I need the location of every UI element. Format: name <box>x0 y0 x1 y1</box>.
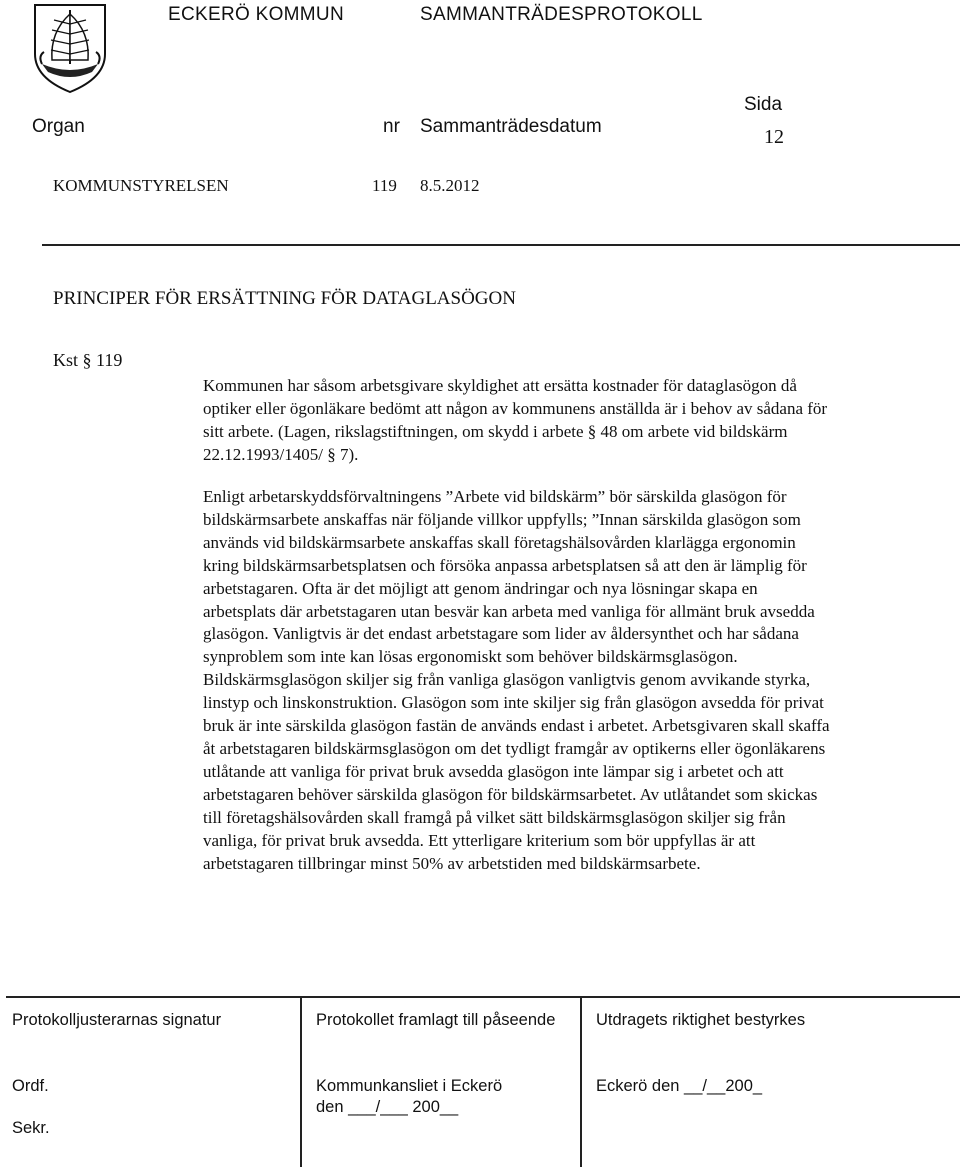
chair-signature-label: Ordf. <box>12 1077 49 1095</box>
presented-heading: Protokollet framlagt till påseende <box>316 1011 556 1029</box>
office-name: Kommunkansliet i Eckerö <box>316 1077 503 1095</box>
page-title: PRINCIPER FÖR ERSÄTTNING FÖR DATAGLASÖGON <box>53 288 516 309</box>
meeting-date-value: 8.5.2012 <box>420 176 480 195</box>
footer-column-divider <box>300 997 302 1167</box>
header-divider <box>42 244 960 246</box>
intro-paragraph: Kommunen har såsom arbetsgivare skyldighet att ersätta kostnader för dataglasögon då optiker eller ögonläkare bedömt att någon av kommunens anställda är i behov av sådana för sitt arbete. (Lagen, rikslagstiftningen, om skydd i arbete § 48 om arbete vid bildskärm 22.12.1993/1405/ § 7). <box>203 376 828 464</box>
main-paragraph: Enligt arbetarskyddsförvaltningens ”Arbete vid bildskärm” bör särskilda glasögon för bildskärmsarbete anskaffas när följande villkor uppfylls; ”Innan särskilda glasögon som används vid bildskärmsarbete anskaffas skall företagshälsovården klarlägga ergonomin kring bildskärmsarbetsplatsen och försöka anpassa arbetsplatsen så att den är lämplig för arbetstagaren. Ofta är det möjligt att genom ändringar och nya lösningar skapa en arbetsplats där arbetstagaren utan besvär kan arbeta med vanliga för allmänt bruk avsedda glasögon. Vanligtvis är det endast arbetstagare som lider av åldersynthet och har sådana synproblem som inte kan lösas ergonomiskt som behöver bildskärmsglasögon. Bildskärmsglasögon skiljer sig från vanliga glasögon vanligtvis genom avvikande styrka, linstyp och linskonstruktion. Glasögon som inte skiljer sig från glasögon avsedda för privat bruk är inte särskilda glasögon fastän de används endast i arbetet. Arbetsgivaren skall skaffa åt arbetstagaren bildskärmsglasögon om det tydligt framgår av optikerns eller ögonläkarens utlåtande att vanliga för privat bruk avsedda glasögon inte lämpar sig i arbetet och att arbetstagaren behöver särskilda glasögon för bildskärmsarbetet. Av utlåtandet som skickas till företagshälsovården skall framgå på vilket sätt bildskärmsglasögon skiljer sig från vanliga, för privat bruk avsedda. Ett ytterligare kriterium som bör uppfyllas är att arbetstagaren tillbringar minst 50% av arbetstiden med bildskärmsarbete. <box>203 487 830 873</box>
organ-value: KOMMUNSTYRELSEN <box>53 176 229 195</box>
footer-column-divider <box>580 997 582 1167</box>
organ-label: Organ <box>32 116 85 137</box>
document-type: SAMMANTRÄDESPROTOKOLL <box>420 4 703 25</box>
nr-label: nr <box>383 116 400 137</box>
page-label: Sida <box>744 94 783 115</box>
meeting-date-label: Sammanträdesdatum <box>420 116 602 137</box>
footer-divider <box>6 996 960 998</box>
secretary-signature-label: Sekr. <box>12 1119 50 1137</box>
section-reference: Kst § 119 <box>53 350 123 370</box>
certified-place-date: Eckerö den __/__200_ <box>596 1077 763 1095</box>
page-number: 12 <box>764 126 784 148</box>
certified-heading: Utdragets riktighet bestyrkes <box>596 1011 806 1029</box>
signatures-heading: Protokolljusterarnas signatur <box>12 1011 222 1029</box>
viking-ship-coat-of-arms-icon <box>32 2 108 94</box>
nr-value: 119 <box>372 176 397 195</box>
office-date: den ___/___ 200__ <box>316 1098 459 1116</box>
office-block <box>316 1076 576 1118</box>
municipality-name: ECKERÖ KOMMUN <box>168 4 344 25</box>
